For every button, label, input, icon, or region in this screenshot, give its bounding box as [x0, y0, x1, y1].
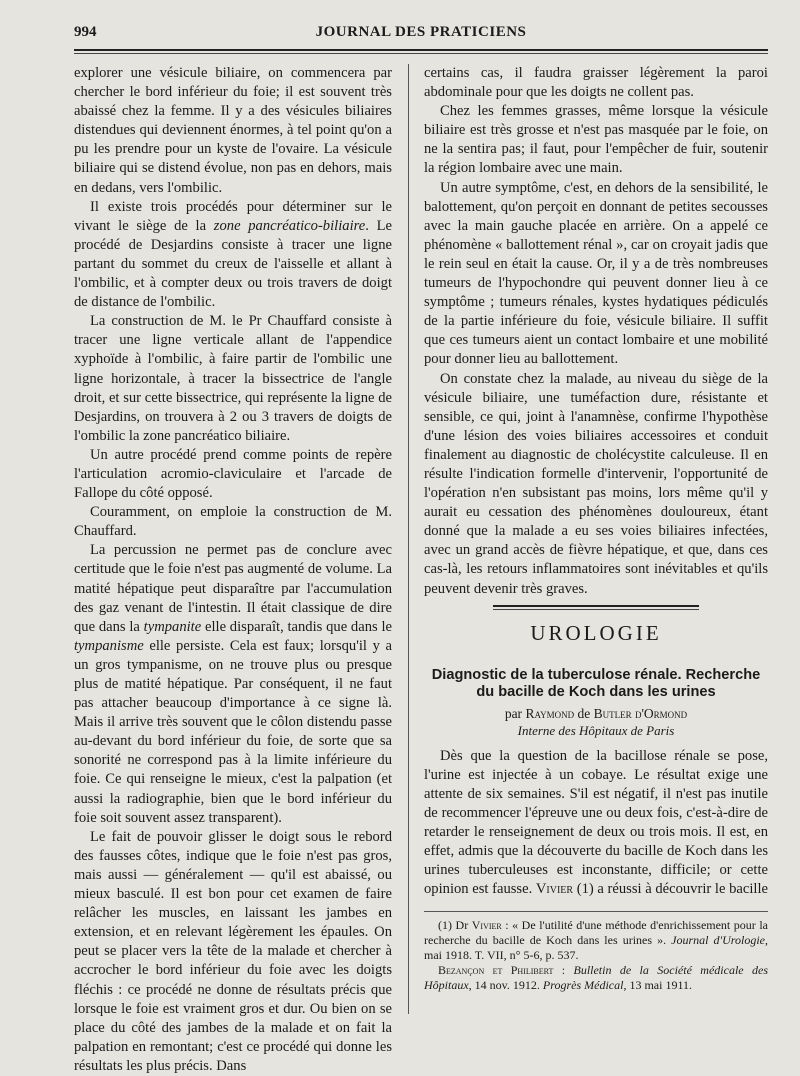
paragraph: On constate chez la malade, au niveau du siège de la vésicule biliaire, une tuméfaction dure, résistante et sensible, ce qui, joint à l'anamnèse, confirme l'hypothèse d'une lésion des voies biliaires accessoires et conduit finalement au diagnostic de cholécystite calculeuse. Il en résulte l'indication formelle d'intervenir, l'opportunité de l'opération n'en subsistant pas moins, lors même qu'il y aurait eu cessation des phénomènes douloureux, étant donné que la malade a eu ses voies biliaires infectées, avec un grand accès de fièvre hépatique, et que, dans ces cas-là, les retours inflammatoires sont inévitables et qu'ils peuvent devenir très graves. — [424, 370, 768, 597]
paragraph: Chez les femmes grasses, même lorsque la vésicule biliaire est très grosse et n'est pas masquée par le foie, on ne la sentira pas; il faut, pour l'empêcher de fuir, soutenir la région lombaire avec une main. — [424, 103, 768, 177]
section-rule — [493, 605, 699, 607]
paragraph: certains cas, il faudra graisser légèrement la paroi abdominale pour que les doigts ne collent pas. — [424, 65, 768, 101]
paragraph: Couramment, on emploie la construction de M. Chauffard. — [74, 504, 392, 540]
paragraph: Un autre procédé prend comme points de repère l'articulation acromio-claviculaire et l'arcade de Fallope du côté opposé. — [74, 446, 392, 502]
paragraph: Dès que la question de la bacillose rénale se pose, l'urine est injectée à un cobaye. Le résultat exige une attente de six semaines. S'il est négatif, il n'est pas inutile de recommencer l'épreuve une ou deux fois, c'est-à-dire de retarder le renseignement de deux ou trois mois. Il est, en effet, admis que la découverte du bacille de Koch dans les urines tuberculeuses est inconstante, difficile; or cette opinion est fausse. Vivier (1) a réussi à découvrir le bacille — [424, 747, 768, 898]
paragraph: La construction de M. le Pr Chauffard consiste à tracer une ligne verticale allant de l'appendice xyphoïde à l'ombilic, à faire partir de l'ombilic une ligne horizontale, à tracer la bissectrice de l'angle droit, et sur cette bissectrice, qui représente la ligne de Desjardins, on trouvera à 2 ou 3 travers de doigts de l'ombilic la zone pancréatico biliaire. — [74, 313, 392, 444]
byline: par Raymond de Butler d'Ormond — [504, 705, 688, 721]
paragraph: Un autre symptôme, c'est, en dehors de la sensibilité, le balottement, qu'on perçoit en donnant de petites secousses avec la main gauche placée en arrière. On a appelé ce phénomène « ballottement rénal », car on croyait jadis que le rein seul en était la cause. Or, il y a de très nombreuses tumeurs de l'hypochondre qui peuvent donner lieu à ce symptôme ; tumeurs rénales, kystes hydatiques pédiculés de la partie inférieure du foie, vésicule biliaire. Il suffit que ces tumeurs aient un contact lombaire et une mobilité pour donner lieu au ballottement. — [424, 179, 768, 368]
right-column — [424, 64, 768, 993]
page-number: 994 — [74, 24, 97, 40]
paragraph: explorer une vésicule biliaire, on commencera par chercher le bord inférieur du foie; il est souvent très abaissé chez la femme. Il y a des vésicules biliaires distendues qui deviennent énormes, à tel point qu'on a pu les prendre pour un kyste de l'ovaire. La vésicule biliaire qui se distend évolue, non pas en dehors, mais en dedans, vers l'ombilic. — [74, 65, 392, 196]
footnote: Bezançon et Philibert : Bulletin de la Société médicale des Hôpitaux, 14 nov. 1912. Progrès Médical, 13 mai 1911. — [424, 963, 768, 993]
article-title: Diagnostic de la tuberculose rénale. Recherche du bacille de Koch dans les urines — [431, 666, 761, 700]
footnote: (1) Dr Vivier : « De l'utilité d'une méthode d'enrichissement pour la recherche du bacille de Koch dans les urines ». Journal d'Urologie, mai 1918. T. VII, n° 5-6, p. 537. — [424, 918, 769, 963]
paragraph: Le fait de pouvoir glisser le doigt sous le rebord des fausses côtes, indique que le foie n'est pas gros, mais aussi — généralement — qu'il est abaissé, ou mieux basculé. Il est bon pour cet examen de faire relâcher les muscles, en laissant les jambes en extension, et en relevant légèrement les épaules. On peut se placer vers la tête de la malade et chercher à accrocher le bord inférieur du foie avec les doigts fléchis : ce procédé ne donne de résultats précis que lorsque le foie est vraiment gros et dur. Ou bien on se place du côté des jambes de la malade et on fait la palpation en remontant; c'est ce procédé qui donne les résultats les plus précis. Dans — [74, 828, 392, 1074]
section-title: UROLOGIE — [530, 620, 662, 645]
footnote-rule — [424, 911, 768, 912]
left-column — [74, 64, 392, 1076]
paragraph: La percussion ne permet pas de conclure avec certitude que le foie n'est pas augmenté de volume. La matité hépatique peut disparaître par l'accumulation des gaz venant de l'intestin. Il était classique de dire que dans la tympanite elle disparaît, tandis que dans le tympanisme elle persiste. Cela est faux; lorsqu'il y a un gros tympanisme, on ne trouve plus ou presque plus de matité hépatique. Par conséquent, il ne faut pas attacher beaucoup d'importance à ce signe là. Mais il arrive très souvent que le côlon distendu passe au-devant du bord inférieur du foie, de sorte que sa sonorité ne correspond pas à la limite inférieure du foie. Ce qui renseigne le mieux, c'est la palpation (et aussi la radiographie, bien que le bord inférieur du foie soit souvent assez transparent). — [74, 542, 392, 826]
author-affiliation: Interne des Hôpitaux de Paris — [517, 722, 675, 738]
column-divider — [408, 64, 409, 1014]
paragraph: Il existe trois procédés pour déterminer sur le vivant le siège de la zone pancréatico-biliaire. Le procédé de Desjardins consiste à tracer une ligne partant du sommet du creux de l'aisselle et allant à l'ombilic, et à compter deux ou trois travers de doigt de distance de l'ombilic. — [74, 198, 392, 311]
header-rule — [74, 49, 768, 51]
journal-title: JOURNAL DES PRATICIENS — [315, 24, 527, 40]
page-header — [74, 24, 768, 46]
section-rule-thin — [493, 609, 699, 610]
header-rule-thin — [74, 53, 768, 54]
